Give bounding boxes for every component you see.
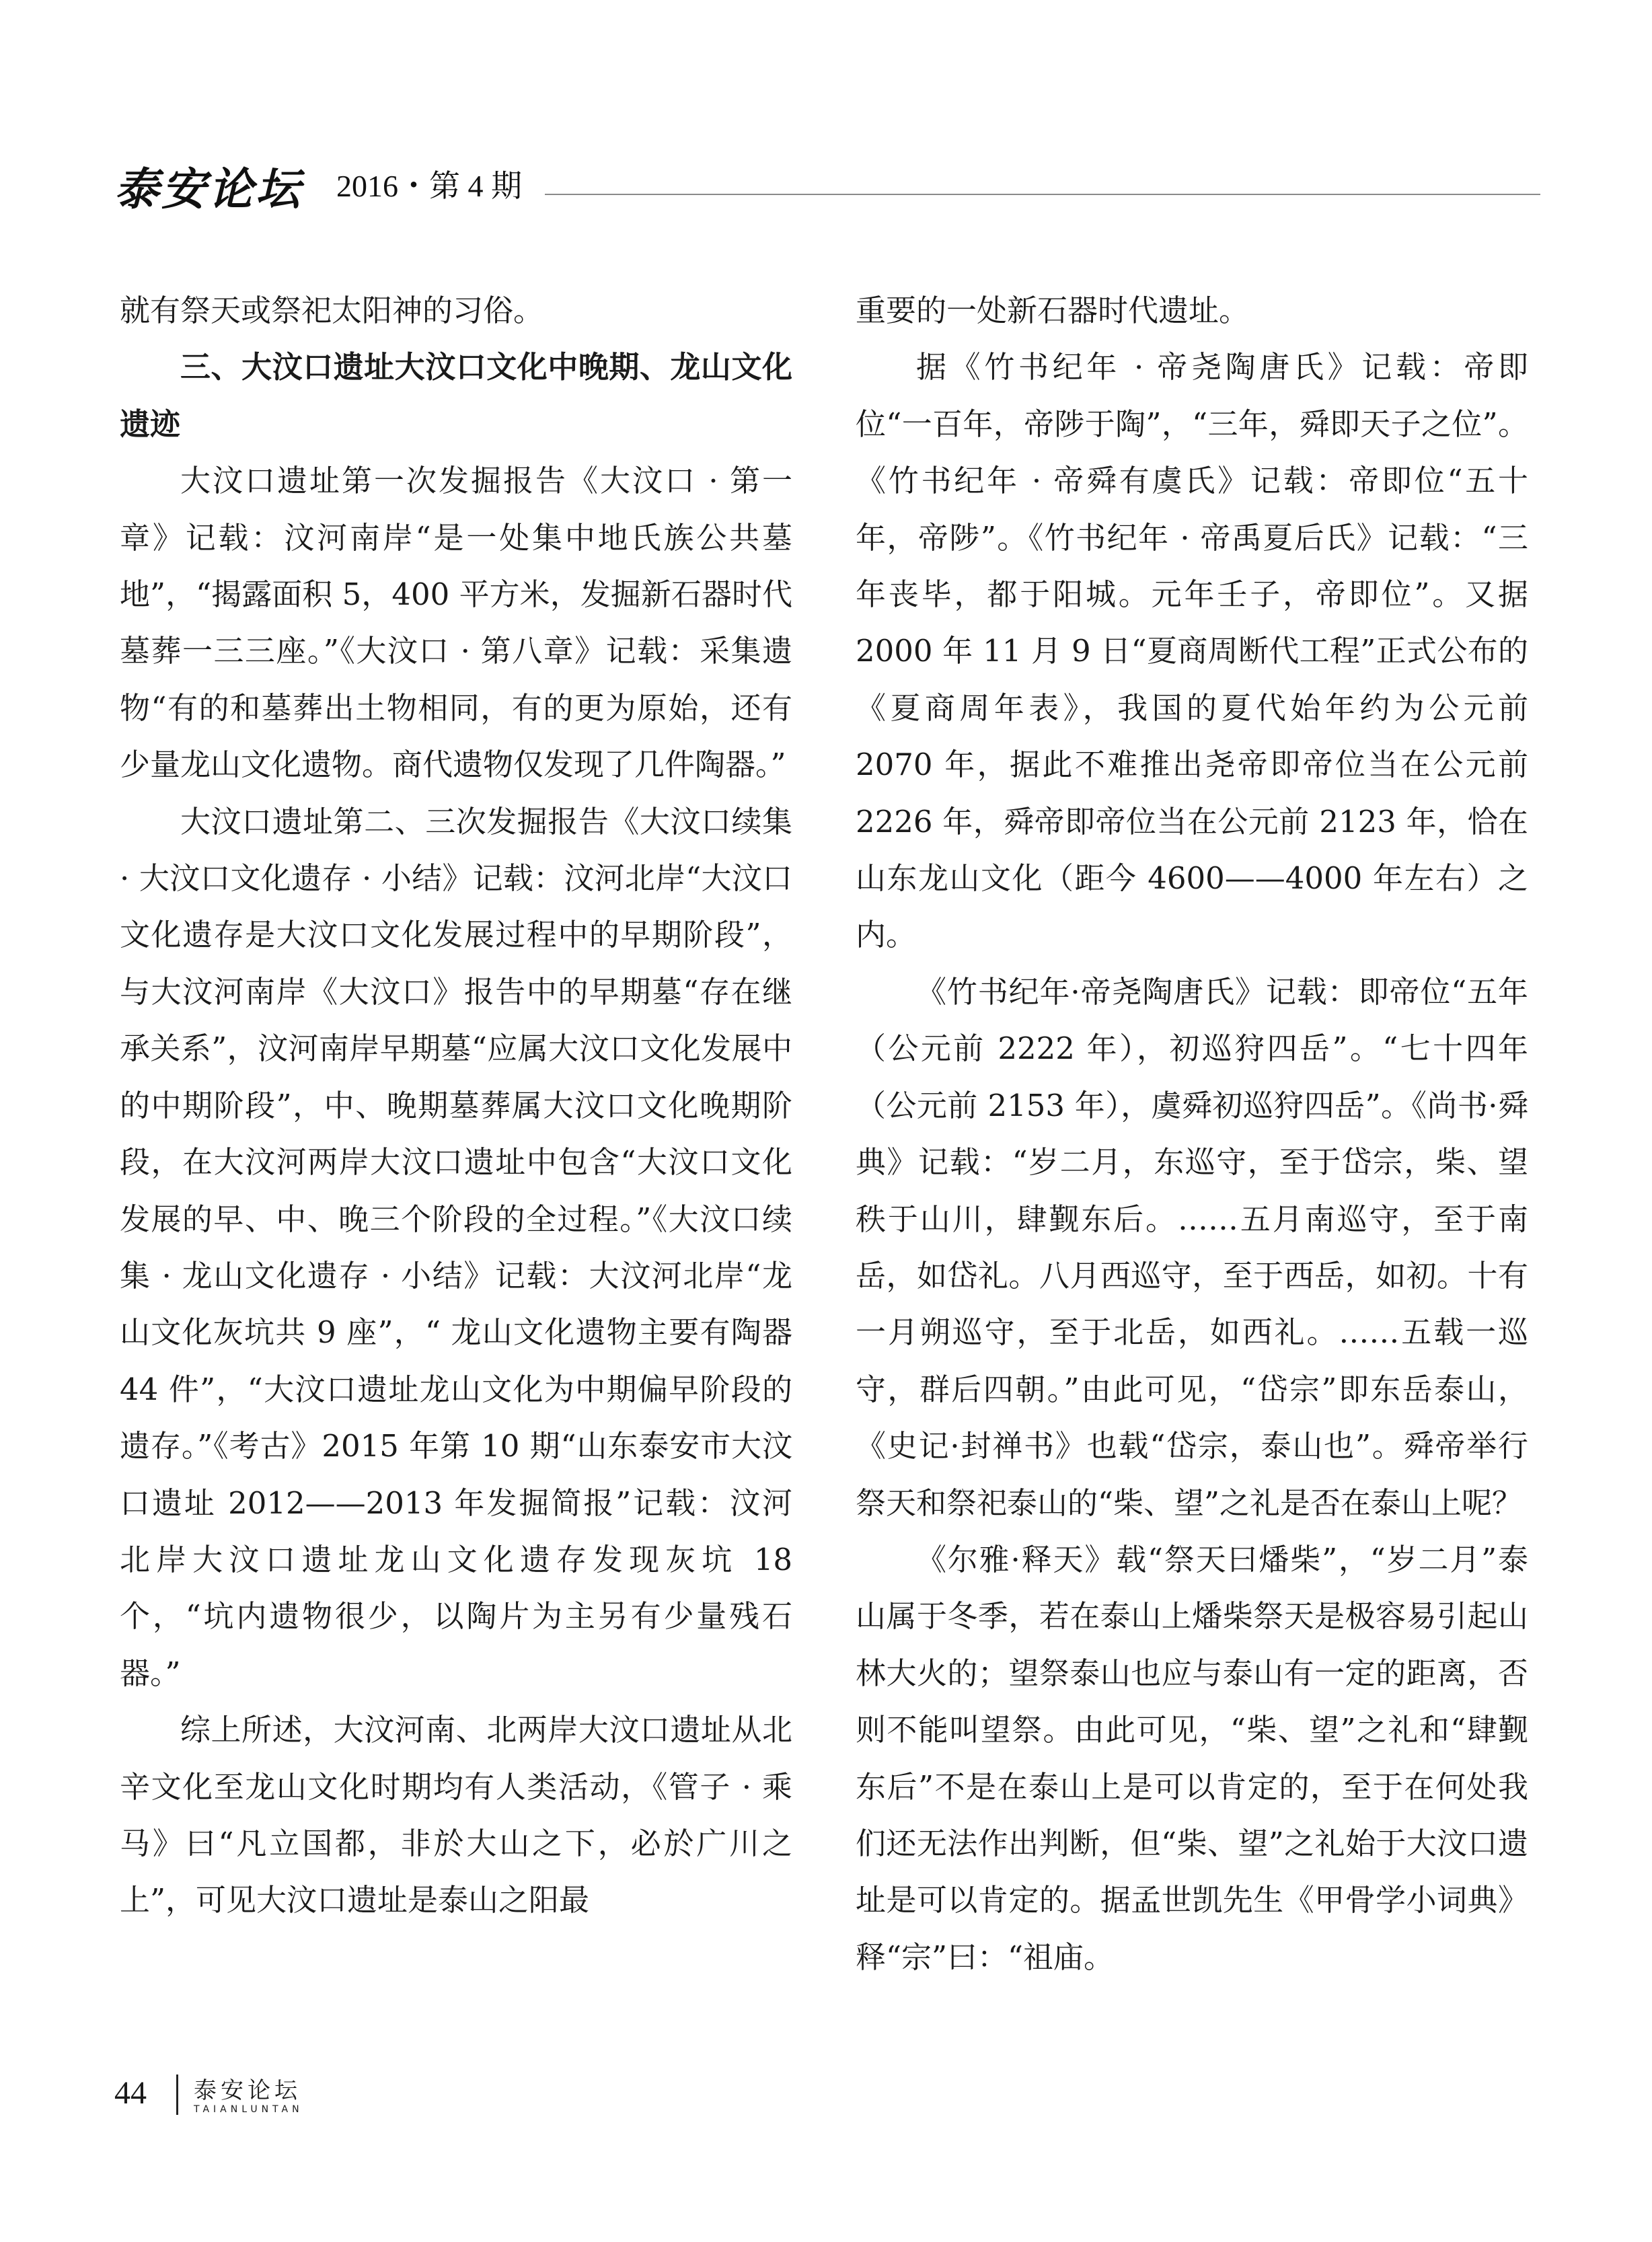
paragraph: 《竹书纪年·帝尧陶唐氏》记载：即帝位“五年（公元前 2222 年），初巡狩四岳”。“七十四年（公元前 2153 年），虞舜初巡狩四岳”。《尚书·舜典》记载：“岁二月，东巡守，至于岱宗，柴、望秩于山川，肆觐东后。……五月南巡守，至于南岳，如岱礼。八月西巡守，至于西岳，如初。十有一月朔巡守，至于北岳，如西礼。……五载一巡守，群后四朝。”由此可见，“岱宗”即东岳泰山，《史记·封禅书》也载“岱宗，泰山也”。舜帝举行祭天和祭祀泰山的“柴、望”之礼是否在泰山上呢？	[856, 973, 1528, 1521]
footer-journal-pinyin: TAIANLUNTAN	[194, 2104, 303, 2115]
paragraph: 据《竹书纪年 · 帝尧陶唐氏》记载：帝即位“一百年，帝陟于陶”，“三年，舜即天子之位”。《竹书纪年 · 帝舜有虞氏》记载：帝即位“五十年，帝陟”。《竹书纪年 · 帝禹夏后氏》记载：“三年丧毕，都于阳城。元年壬子，帝即位”。又据 2000 年 11 月 9 日“夏商周断代工程”正式公布的《夏商周年表》，我国的夏代始年约为公元前 2070 年，据此不难推出尧帝即帝位当在公元前 2226 年，舜帝即帝位当在公元前 2123 年，恰在山东龙山文化（距今 4600——4000 年左右）之内。	[856, 349, 1528, 953]
footer-journal-name: 泰安论坛	[194, 2077, 301, 2104]
paragraph: 综上所述，大汶河南、北两岸大汶口遗址从北辛文化至龙山文化时期均有人类活动，《管子 · 乘马》曰“凡立国都，非於大山之下，必於广川之上”，可见大汶口遗址是泰山之阳最	[120, 1712, 792, 1918]
footer-divider	[176, 2075, 178, 2115]
journal-title: 泰安论坛	[114, 163, 303, 215]
paragraph: 大汶口遗址第二、三次发掘报告《大汶口续集 · 大汶口文化遗存 · 小结》记载：汶河北岸“大汶口文化遗存是大汶口文化发展过程中的早期阶段”，与大汶河南岸《大汶口》报告中的早期墓“存在继承关系”，汶河南岸早期墓“应属大汶口文化发展中的中期阶段”，中、晚期墓葬属大汶口文化晚期阶段，在大汶河两岸大汶口遗址中包含“大汶口文化发展的早、中、晚三个阶段的全过程。”《大汶口续集 · 龙山文化遗存 · 小结》记载：大汶河北岸“龙山文化灰坑共 9 座”，“ 龙山文化遗物主要有陶器 44 件”，“大汶口遗址龙山文化为中期偏早阶段的遗存。”《考古》2015 年第 10 期“山东泰安市大汶口遗址 2012——2013 年发掘简报”记载：汶河北岸大汶口遗址龙山文化遗存发现灰坑 18 个，“坑内遗物很少，以陶片为主另有少量残石器。”	[120, 803, 792, 1691]
page-header	[114, 153, 1540, 215]
paragraph-continuation: 重要的一处新石器时代遗址。	[856, 293, 1250, 328]
paragraph-continuation: 就有祭天或祭祀太阳神的习俗。	[120, 293, 544, 328]
section-heading: 三、大汶口遗址大汶口文化中晚期、龙山文化遗迹	[120, 349, 792, 442]
left-column	[120, 283, 792, 1929]
header-rule	[545, 194, 1540, 195]
paragraph: 大汶口遗址第一次发掘报告《大汶口 · 第一章》记载：汶河南岸“是一处集中地氏族公共墓地”，“揭露面积 5，400 平方米，发掘新石器时代墓葬一三三座。”《大汶口 · 第八章》记载：采集遗物“有的和墓葬出土物相同，有的更为原始，还有少量龙山文化遗物。商代遗物仅发现了几件陶器。”	[120, 463, 792, 783]
paragraph: 《尔雅·释天》载“祭天曰燔柴”，“岁二月”泰山属于冬季，若在泰山上燔柴祭天是极容易引起山林大火的；望祭泰山也应与泰山有一定的距离，否则不能叫望祭。由此可见，“柴、望”之礼和“肆觐东后”不是在泰山上是可以肯定的，至于在何处我们还无法作出判断，但“柴、望”之礼始于大汶口遗址是可以肯定的。据孟世凯先生《甲骨学小词典》释“宗”曰：“祖庙。	[856, 1541, 1528, 1975]
page-footer	[114, 2072, 518, 2126]
page-number: 44	[114, 2075, 147, 2111]
issue-label: 2016・第 4 期	[336, 169, 522, 203]
right-column	[856, 283, 1528, 1986]
